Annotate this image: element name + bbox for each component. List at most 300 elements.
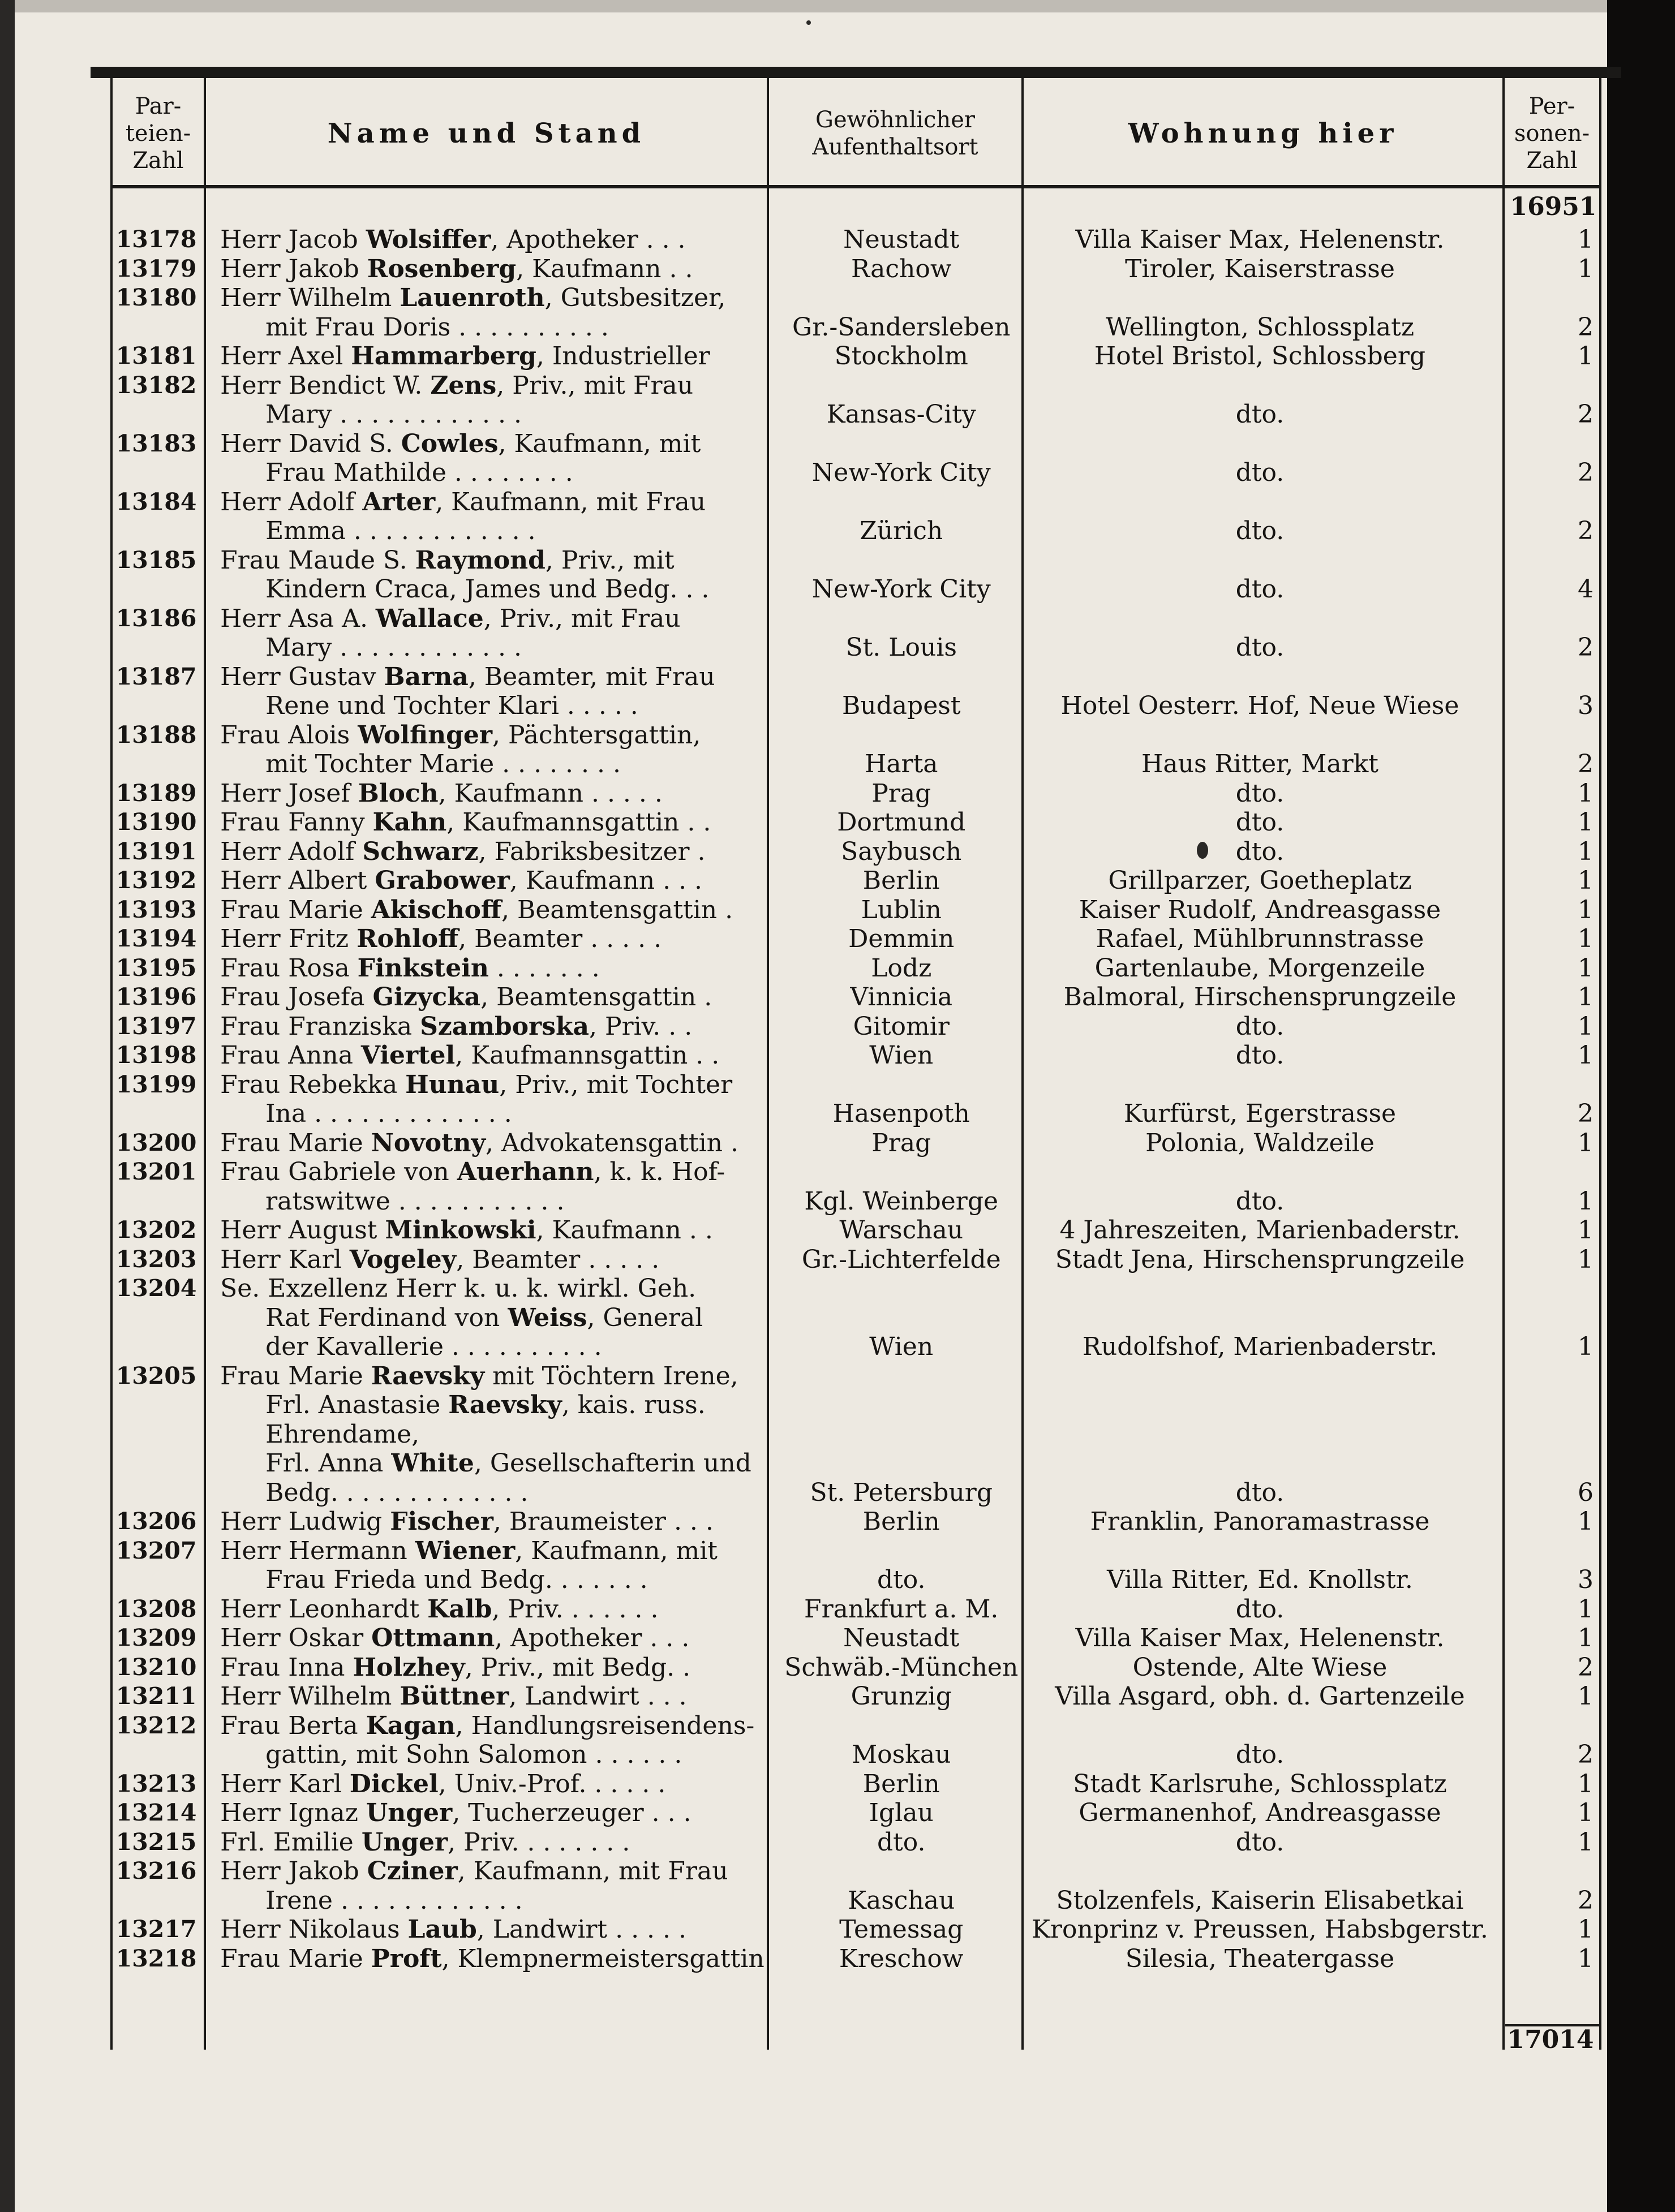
local-address: Rudolfshof, Marienbaderstr.	[1082, 1332, 1438, 1361]
guest-row	[110, 283, 1601, 342]
usual-residence: Neustadt	[843, 225, 960, 254]
name-text: der Kavallerie . . . . . . . . . .	[265, 1332, 602, 1361]
guest-name-and-status	[202, 1944, 776, 1974]
name-text: , Industrieller	[536, 342, 710, 371]
person-count: 3	[1578, 1565, 1594, 1594]
name-text: , Kaufmannsgattin . .	[446, 808, 711, 837]
surname: Arter	[362, 487, 436, 517]
person-count: 2	[1578, 633, 1594, 662]
usual-residence: St. Petersburg	[810, 1478, 993, 1507]
guest-name-and-status	[202, 488, 776, 546]
person-count: 1	[1578, 1507, 1594, 1536]
header-rule	[110, 185, 1601, 188]
name-text: Herr Karl	[220, 1245, 350, 1274]
surname: Büttner	[400, 1682, 509, 1711]
person-count: 2	[1578, 1886, 1594, 1915]
person-count: 1	[1578, 1041, 1594, 1070]
surname: Gizycka	[372, 983, 481, 1012]
local-address: Kaiser Rudolf, Andreasgasse	[1079, 895, 1441, 924]
local-address: Wellington, Schlossplatz	[1105, 312, 1414, 342]
party-number: 13185	[115, 546, 197, 574]
local-address: Rafael, Mühlbrunnstrasse	[1096, 924, 1424, 953]
local-address: Franklin, Panoramastrasse	[1090, 1507, 1430, 1536]
guest-name-and-status	[202, 225, 776, 255]
local-address: Tiroler, Kaiserstrasse	[1125, 254, 1395, 283]
name-text: Frau Berta	[220, 1711, 366, 1740]
person-count: 2	[1578, 517, 1594, 545]
guest-name-and-status	[202, 1857, 776, 1915]
guest-row	[110, 1041, 1601, 1070]
name-text: , Handlungsreisendens-	[455, 1711, 755, 1740]
usual-residence: Wien	[869, 1041, 934, 1070]
party-number: 13214	[115, 1799, 197, 1826]
name-text: Herr Nikolaus	[220, 1915, 408, 1944]
guest-row	[110, 371, 1601, 429]
usual-residence: Gr.-Sandersleben	[792, 312, 1011, 342]
local-address: dto.	[1235, 458, 1285, 487]
guest-row	[110, 604, 1601, 662]
surname: Vogeley	[349, 1245, 457, 1274]
name-text: , Landwirt . . . . .	[476, 1915, 686, 1944]
name-text: , Kaufmann . .	[516, 254, 693, 283]
guest-row	[110, 954, 1601, 983]
party-number: 13193	[115, 896, 197, 923]
person-count: 2	[1578, 458, 1594, 487]
usual-residence: Kansas-City	[826, 400, 976, 429]
carry-over-total: 16951	[1510, 192, 1597, 221]
guest-row	[110, 1828, 1601, 1857]
surname: Proft	[371, 1944, 442, 1973]
person-count: 1	[1578, 1798, 1594, 1827]
name-text: Frau Inna	[220, 1652, 353, 1682]
person-count: 1	[1578, 1827, 1594, 1857]
usual-residence: Saybusch	[841, 837, 962, 866]
person-count: 1	[1578, 1944, 1594, 1973]
local-address: dto.	[1235, 400, 1285, 429]
party-number: 13186	[115, 604, 197, 632]
ink-blot	[1197, 842, 1208, 859]
party-number: 13180	[115, 284, 197, 311]
usual-residence: Harta	[864, 750, 938, 778]
local-address: dto.	[1235, 517, 1285, 545]
name-text: Ehrendame,	[265, 1419, 420, 1449]
person-count: 1	[1578, 1245, 1594, 1274]
usual-residence: Prag	[871, 778, 931, 808]
name-text: , Kaufmann, mit Frau	[457, 1857, 728, 1886]
party-number: 13198	[115, 1042, 197, 1069]
name-text: , k. k. Hof-	[594, 1157, 725, 1186]
usual-residence: Berlin	[862, 866, 940, 895]
dust-speck	[806, 20, 811, 25]
surname: Unger	[361, 1827, 448, 1857]
name-text: , Priv. . . . . . .	[492, 1594, 659, 1624]
party-number: 13181	[115, 342, 197, 369]
name-text: , Pächtersgattin,	[492, 720, 701, 750]
party-number: 13196	[115, 983, 197, 1010]
scan-top-shadow	[0, 0, 1675, 12]
party-number: 13184	[115, 488, 197, 515]
name-text: , Braumeister . . .	[493, 1507, 714, 1536]
local-address: Germanenhof, Andreasgasse	[1079, 1798, 1441, 1827]
name-text: mit Frau Doris . . . . . . . . . .	[265, 312, 609, 342]
guest-name-and-status	[202, 1798, 776, 1828]
header-partei-zahl: Par- teien- Zahl	[125, 93, 191, 174]
party-number: 13190	[115, 808, 197, 836]
name-text: mit Töchtern Irene,	[484, 1361, 738, 1391]
guest-name-and-status	[202, 721, 776, 779]
guest-name-and-status	[202, 983, 776, 1012]
name-text: , Priv., mit Frau	[483, 604, 681, 633]
name-text: , Landwirt . . .	[509, 1682, 687, 1711]
name-text: Rat Ferdinand von	[265, 1303, 508, 1332]
guest-row	[110, 1595, 1601, 1624]
local-address: dto.	[1235, 1186, 1285, 1216]
name-text: Herr August	[220, 1216, 385, 1245]
person-count: 1	[1578, 1594, 1594, 1624]
guest-row	[110, 429, 1601, 488]
party-number: 13218	[115, 1944, 197, 1972]
person-count: 1	[1578, 1769, 1594, 1798]
usual-residence: dto.	[877, 1827, 926, 1857]
name-text: Mary . . . . . . . . . . . .	[265, 400, 522, 429]
party-number: 13200	[115, 1129, 197, 1156]
local-address: 4 Jahreszeiten, Marienbaderstr.	[1059, 1216, 1461, 1245]
surname: Wolfinger	[358, 720, 493, 750]
person-count: 1	[1578, 1186, 1594, 1216]
party-number: 13194	[115, 925, 197, 952]
local-address: Polonia, Waldzeile	[1145, 1128, 1375, 1157]
person-count: 1	[1578, 778, 1594, 808]
name-text: , Kaufmann, mit Frau	[435, 487, 706, 517]
local-address: Gartenlaube, Morgenzeile	[1094, 953, 1425, 983]
party-number: 13215	[115, 1828, 197, 1856]
surname: Raevsky	[371, 1361, 485, 1391]
name-text: , Kaufmann, mit	[515, 1536, 718, 1565]
name-text: Frau Gabriele von	[220, 1157, 457, 1186]
name-text: gattin, mit Sohn Salomon . . . . . .	[265, 1740, 682, 1769]
surname: Hammarberg	[351, 342, 536, 371]
guest-name-and-status	[202, 1012, 776, 1042]
surname: Bloch	[358, 778, 439, 808]
surname: Holzhey	[353, 1652, 465, 1682]
name-text: , Beamter, mit Frau	[468, 662, 715, 691]
usual-residence: Temessag	[839, 1915, 964, 1944]
guest-row	[110, 779, 1601, 808]
usual-residence: Stockholm	[834, 342, 968, 371]
scan-left-edge	[0, 0, 15, 2212]
usual-residence: New-York City	[811, 575, 991, 604]
guest-row	[110, 808, 1601, 837]
surname: Weiss	[508, 1303, 587, 1332]
name-text: Herr Axel	[220, 342, 351, 371]
guest-row	[110, 1129, 1601, 1158]
guest-name-and-status	[202, 837, 776, 867]
party-number: 13183	[115, 429, 197, 457]
name-text: , Priv., mit Tochter	[499, 1070, 733, 1099]
surname: Lauenroth	[400, 283, 545, 312]
guest-row	[110, 1070, 1601, 1129]
guest-name-and-status	[202, 1245, 776, 1275]
local-address: dto.	[1235, 1594, 1285, 1624]
guest-row	[110, 1653, 1601, 1682]
guest-name-and-status	[202, 1915, 776, 1944]
page-total: 17014	[1507, 2025, 1594, 2054]
usual-residence: Rachow	[851, 254, 952, 283]
guest-row	[110, 1682, 1601, 1711]
person-count: 1	[1578, 924, 1594, 953]
name-text: , Kaufmannsgattin . .	[455, 1041, 720, 1070]
name-text: Frau Maude S.	[220, 545, 415, 575]
party-number: 13191	[115, 837, 197, 865]
guest-name-and-status	[202, 1362, 776, 1508]
name-text: Herr Karl	[220, 1769, 350, 1798]
name-text: Frau Marie	[220, 1944, 371, 1973]
guest-row	[110, 924, 1601, 954]
guest-row	[110, 1798, 1601, 1828]
name-text: , Beamter . . . . .	[456, 1245, 660, 1274]
person-count: 1	[1578, 837, 1594, 866]
surname: Barna	[384, 662, 469, 691]
party-number: 13205	[115, 1362, 197, 1389]
usual-residence: Dortmund	[837, 808, 966, 837]
usual-residence: Prag	[871, 1128, 931, 1157]
guest-name-and-status	[202, 1274, 776, 1362]
guest-row	[110, 546, 1601, 604]
surname: Minkowski	[385, 1216, 536, 1245]
guest-name-and-status	[202, 1682, 776, 1711]
name-text: , General	[587, 1303, 703, 1332]
local-address: Grillparzer, Goetheplatz	[1108, 866, 1412, 895]
usual-residence: Neustadt	[843, 1624, 960, 1652]
name-text: , Beamtensgattin .	[501, 895, 733, 924]
name-text: Herr Oskar	[220, 1624, 372, 1652]
name-text: , Kaufmann . . . . .	[438, 778, 663, 808]
usual-residence: Warschau	[839, 1216, 964, 1245]
name-text: , Klempnermeistersgattin	[441, 1944, 765, 1973]
name-text: , Kaufmann . . .	[509, 866, 703, 895]
local-address: dto.	[1235, 1012, 1285, 1041]
name-text: ratswitwe . . . . . . . . . . .	[265, 1186, 565, 1216]
usual-residence: Iglau	[869, 1798, 934, 1827]
name-text: , Priv., mit	[545, 545, 675, 575]
guest-row	[110, 1857, 1601, 1915]
usual-residence: Kgl. Weinberge	[804, 1186, 999, 1216]
local-address: Villa Kaiser Max, Helenenstr.	[1075, 225, 1445, 254]
local-address: dto.	[1235, 1740, 1285, 1769]
guest-row	[110, 1216, 1601, 1245]
name-text: Herr Hermann	[220, 1536, 415, 1565]
name-text: , Beamter . . . . .	[458, 924, 662, 953]
guest-row	[110, 896, 1601, 925]
guest-name-and-status	[202, 1595, 776, 1624]
surname: Dickel	[349, 1769, 439, 1798]
guest-name-and-status	[202, 342, 776, 371]
guest-name-and-status	[202, 371, 776, 429]
name-text: Herr Albert	[220, 866, 375, 895]
person-count: 1	[1578, 808, 1594, 837]
guest-row	[110, 1362, 1601, 1508]
usual-residence: Wien	[869, 1332, 934, 1361]
name-text: , Priv., mit Frau	[496, 371, 694, 400]
guest-list	[110, 225, 1601, 1973]
person-count: 2	[1578, 312, 1594, 342]
local-address: Stadt Karlsruhe, Schlossplatz	[1073, 1769, 1447, 1798]
usual-residence: Gitomir	[853, 1012, 950, 1041]
name-text: Herr Ignaz	[220, 1798, 366, 1827]
header-wohnung-hier: Wohnung hier	[1128, 117, 1398, 149]
name-text: Irene . . . . . . . . . . . .	[265, 1886, 523, 1915]
guest-name-and-status	[202, 1624, 776, 1653]
name-text: , Kaufmann, mit	[498, 429, 701, 458]
guest-name-and-status	[202, 1507, 776, 1537]
guest-name-and-status	[202, 1157, 776, 1216]
surname: Hunau	[405, 1070, 500, 1099]
name-text: Bedg. . . . . . . . . . . . .	[265, 1478, 529, 1507]
name-text: , kais. russ.	[561, 1391, 706, 1419]
person-count: 1	[1578, 866, 1594, 895]
name-text: , Fabriksbesitzer .	[478, 837, 706, 866]
name-text: Frau Alois	[220, 720, 358, 750]
surname: Akischoff	[371, 895, 502, 924]
person-count: 1	[1578, 1682, 1594, 1711]
person-count: 1	[1578, 953, 1594, 983]
guest-name-and-status	[202, 604, 776, 662]
local-address: Hotel Oesterr. Hof, Neue Wiese	[1060, 691, 1459, 720]
top-rule	[91, 67, 1621, 78]
name-text: Se. Exzellenz Herr k. u. k. wirkl. Geh.	[220, 1274, 697, 1303]
usual-residence: Demmin	[848, 924, 955, 953]
surname: Zens	[430, 371, 497, 400]
surname: Raevsky	[448, 1391, 562, 1419]
local-address: Hotel Bristol, Schlossberg	[1094, 342, 1426, 371]
guest-row	[110, 1157, 1601, 1216]
name-text: Herr Jakob	[220, 1857, 367, 1886]
name-text: Frau Franziska	[220, 1012, 420, 1041]
usual-residence: Vinnicia	[850, 983, 953, 1012]
person-count: 1	[1578, 1915, 1594, 1944]
person-count: 1	[1578, 1332, 1594, 1361]
guest-name-and-status	[202, 779, 776, 808]
surname: Wiener	[415, 1536, 516, 1565]
usual-residence: Budapest	[841, 691, 961, 720]
name-text: , Apotheker . . .	[491, 225, 686, 254]
guest-name-and-status	[202, 1653, 776, 1682]
name-text: Herr Ludwig	[220, 1507, 390, 1536]
header-personen-zahl: Per- sonen- Zahl	[1514, 93, 1590, 174]
name-text: Herr Josef	[220, 778, 358, 808]
usual-residence: Frankfurt a. M.	[804, 1594, 999, 1624]
name-text: mit Tochter Marie . . . . . . . .	[265, 750, 621, 778]
person-count: 1	[1578, 1128, 1594, 1157]
usual-residence: Lublin	[861, 895, 942, 924]
usual-residence: Kreschow	[839, 1944, 964, 1973]
guest-name-and-status	[202, 1770, 776, 1799]
party-number: 13208	[115, 1595, 197, 1623]
guest-row	[110, 1274, 1601, 1362]
usual-residence: Lodz	[871, 953, 932, 983]
name-text: , Apotheker . . .	[495, 1624, 690, 1652]
surname: Rohloff	[357, 924, 459, 953]
party-number: 13217	[115, 1916, 197, 1943]
party-number: 13216	[115, 1857, 197, 1884]
guest-row	[110, 1711, 1601, 1770]
header-name-und-stand: Name und Stand	[327, 117, 646, 149]
surname: Kalb	[427, 1594, 492, 1624]
guest-name-and-status	[202, 1216, 776, 1245]
party-number: 13213	[115, 1770, 197, 1797]
party-number: 13182	[115, 371, 197, 399]
person-count: 2	[1578, 750, 1594, 778]
guest-name-and-status	[202, 866, 776, 896]
usual-residence: St. Louis	[845, 633, 957, 662]
guest-name-and-status	[202, 808, 776, 837]
surname: Kahn	[372, 808, 447, 837]
usual-residence: Berlin	[862, 1769, 940, 1798]
surname: Finkstein	[357, 953, 489, 983]
name-text: Herr Gustav	[220, 662, 384, 691]
guest-name-and-status	[202, 1828, 776, 1857]
local-address: Haus Ritter, Markt	[1141, 750, 1378, 778]
guest-row	[110, 1012, 1601, 1042]
guest-row	[110, 1944, 1601, 1974]
local-address: Villa Ritter, Ed. Knollstr.	[1107, 1565, 1413, 1594]
surname: Ottmann	[371, 1624, 495, 1652]
name-text: Frau Frieda und Bedg. . . . . . .	[265, 1565, 648, 1594]
surname: Viertel	[360, 1041, 456, 1070]
name-text: , Beamtensgattin .	[480, 983, 712, 1012]
local-address: dto.	[1235, 575, 1285, 604]
name-text: Frl. Anastasie	[265, 1391, 449, 1419]
local-address: Stadt Jena, Hirschensprungzeile	[1055, 1245, 1465, 1274]
local-address: dto.	[1235, 633, 1285, 662]
person-count: 1	[1578, 342, 1594, 371]
usual-residence: Hasenpoth	[832, 1099, 970, 1128]
surname: Rosenberg	[367, 254, 517, 283]
surname: Auerhann	[457, 1157, 594, 1186]
name-text: Frau Fanny	[220, 808, 373, 837]
name-text: , Priv., mit Bedg. .	[465, 1652, 691, 1682]
name-text: Frau Anna	[220, 1041, 361, 1070]
local-address: Balmoral, Hirschensprungzeile	[1063, 983, 1457, 1012]
person-count: 1	[1578, 895, 1594, 924]
person-count: 4	[1578, 575, 1594, 604]
person-count: 2	[1578, 1652, 1594, 1682]
party-number: 13207	[115, 1537, 197, 1564]
name-text: , Gesellschafterin und	[474, 1449, 751, 1478]
guest-row	[110, 866, 1601, 896]
name-text: Frl. Emilie	[220, 1827, 362, 1857]
usual-residence: Moskau	[852, 1740, 951, 1769]
person-count: 1	[1578, 225, 1594, 254]
party-number: 13202	[115, 1216, 197, 1243]
local-address: dto.	[1235, 1478, 1285, 1507]
surname: Wolsiffer	[366, 225, 491, 254]
name-text: Emma . . . . . . . . . . . .	[265, 517, 536, 545]
name-text: , Advokatensgattin .	[486, 1128, 738, 1157]
party-number: 13187	[115, 662, 197, 690]
party-number: 13179	[115, 255, 197, 282]
person-count: 2	[1578, 400, 1594, 429]
surname: Szamborska	[420, 1012, 589, 1041]
name-text: , Priv. . .	[589, 1012, 693, 1041]
party-number: 13192	[115, 867, 197, 894]
name-text: , Kaufmann . .	[536, 1216, 713, 1245]
name-text: Herr Asa A.	[220, 604, 376, 633]
name-text: Frau Rosa	[220, 953, 358, 983]
guest-row	[110, 1624, 1601, 1653]
person-count: 1	[1578, 1012, 1594, 1041]
guest-name-and-status	[202, 255, 776, 284]
